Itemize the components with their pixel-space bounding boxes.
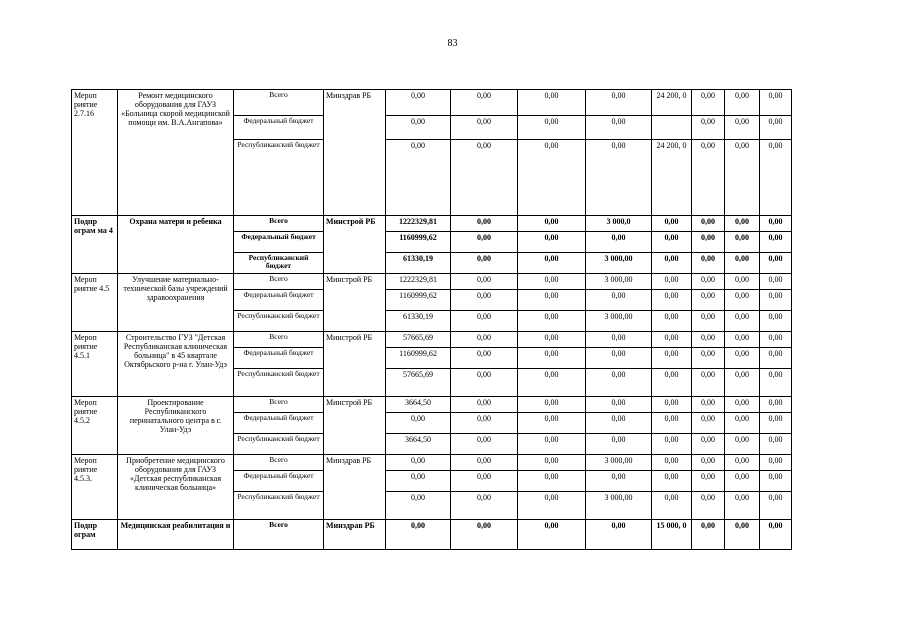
- executor-cell: Минстрой РБ: [324, 216, 386, 274]
- row-id-cell: Мероп риятие 4.5.2: [72, 397, 118, 455]
- value-cell: 0,00: [451, 348, 518, 369]
- value-cell: 0,00: [518, 232, 586, 253]
- value-cell: 0,00: [586, 369, 652, 397]
- value-cell: 0,00: [518, 492, 586, 520]
- value-cell: 0,00: [760, 216, 792, 232]
- value-cell: 61330,19: [386, 311, 451, 332]
- value-cell: 3664,50: [386, 434, 451, 455]
- value-cell: 0,00: [760, 311, 792, 332]
- value-cell: 0,00: [518, 397, 586, 413]
- value-cell: 0,00: [760, 290, 792, 311]
- value-cell: 0,00: [725, 455, 760, 471]
- table-row: [72, 397, 792, 413]
- value-cell: 0,00: [386, 116, 451, 140]
- value-cell: 3 000,00: [586, 455, 652, 471]
- value-cell: 0,00: [386, 492, 451, 520]
- value-cell: 0,00: [692, 290, 725, 311]
- funding-source-cell: Всего: [234, 332, 324, 348]
- funding-source-cell: Всего: [234, 455, 324, 471]
- value-cell: 0,00: [586, 232, 652, 253]
- value-cell: 0,00: [692, 253, 725, 274]
- value-cell: 0,00: [760, 492, 792, 520]
- value-cell: 24 200, 0: [652, 90, 692, 116]
- value-cell: 0,00: [692, 369, 725, 397]
- funding-source-cell: Федеральный бюджет: [234, 116, 324, 140]
- value-cell: 0,00: [451, 397, 518, 413]
- table-row: [72, 520, 792, 550]
- value-cell: 1222329,81: [386, 216, 451, 232]
- value-cell: 0,00: [518, 140, 586, 216]
- value-cell: 0,00: [586, 413, 652, 434]
- row-name-cell: Проектирование Республиканского перинатального центра в г. Улан-Удэ: [118, 397, 234, 455]
- value-cell: 0,00: [586, 116, 652, 140]
- value-cell: 0,00: [692, 455, 725, 471]
- row-id-cell: Мероп риятие 2.7.16: [72, 90, 118, 216]
- value-cell: 0,00: [652, 253, 692, 274]
- value-cell: 15 000, 0: [652, 520, 692, 550]
- value-cell: 0,00: [386, 471, 451, 492]
- value-cell: 0,00: [692, 471, 725, 492]
- value-cell: 0,00: [518, 116, 586, 140]
- executor-cell: Минстрой РБ: [324, 274, 386, 332]
- funding-source-cell: Республиканский бюджет: [234, 369, 324, 397]
- row-id-cell: Подпр ограм: [72, 520, 118, 550]
- value-cell: 0,00: [386, 413, 451, 434]
- funding-source-cell: Федеральный бюджет: [234, 232, 324, 253]
- value-cell: 0,00: [652, 471, 692, 492]
- funding-source-cell: Республиканский бюджет: [234, 140, 324, 216]
- value-cell: 0,00: [725, 140, 760, 216]
- value-cell: 0,00: [725, 290, 760, 311]
- value-cell: 0,00: [518, 311, 586, 332]
- value-cell: 0,00: [652, 216, 692, 232]
- row-name-cell: Охрана матери и ребенка: [118, 216, 234, 274]
- value-cell: 0,00: [692, 520, 725, 550]
- value-cell: 0,00: [652, 332, 692, 348]
- value-cell: 0,00: [586, 332, 652, 348]
- value-cell: 0,00: [725, 397, 760, 413]
- value-cell: 0,00: [692, 413, 725, 434]
- row-id-cell: Мероп риятие 4.5.1: [72, 332, 118, 397]
- value-cell: 57665,69: [386, 369, 451, 397]
- value-cell: 3 000,00: [586, 253, 652, 274]
- value-cell: 1160999,62: [386, 232, 451, 253]
- value-cell: 0,00: [451, 140, 518, 216]
- value-cell: 0,00: [725, 253, 760, 274]
- value-cell: 0,00: [692, 492, 725, 520]
- funding-source-cell: Всего: [234, 216, 324, 232]
- value-cell: 0,00: [386, 140, 451, 216]
- value-cell: 0,00: [725, 274, 760, 290]
- value-cell: 0,00: [586, 290, 652, 311]
- funding-source-cell: Республиканский бюджет: [234, 253, 324, 274]
- value-cell: 0,00: [518, 274, 586, 290]
- value-cell: 0,00: [451, 492, 518, 520]
- value-cell: 1160999,62: [386, 290, 451, 311]
- value-cell: 0,00: [652, 492, 692, 520]
- value-cell: 0,00: [725, 520, 760, 550]
- value-cell: 3664,50: [386, 397, 451, 413]
- value-cell: 0,00: [760, 90, 792, 116]
- row-name-cell: Строительство ГУЗ "Детская Республиканская клиническая больница" в 45 квартале Октябрьского р-на г. Улан-Удэ: [118, 332, 234, 397]
- row-id-cell: Подпр ограм ма 4: [72, 216, 118, 274]
- table-row: [72, 332, 792, 348]
- value-cell: 0,00: [386, 520, 451, 550]
- funding-source-cell: Федеральный бюджет: [234, 348, 324, 369]
- value-cell: 3 000,00: [586, 492, 652, 520]
- value-cell: 0,00: [692, 348, 725, 369]
- value-cell: 0,00: [725, 116, 760, 140]
- value-cell: 0,00: [451, 471, 518, 492]
- funding-source-cell: Всего: [234, 90, 324, 116]
- value-cell: 0,00: [760, 369, 792, 397]
- executor-cell: Минздрав РБ: [324, 90, 386, 216]
- value-cell: 0,00: [760, 434, 792, 455]
- value-cell: 0,00: [451, 311, 518, 332]
- table-row: [72, 216, 792, 232]
- value-cell: 0,00: [760, 232, 792, 253]
- value-cell: [652, 116, 692, 140]
- value-cell: 0,00: [518, 471, 586, 492]
- value-cell: 0,00: [451, 216, 518, 232]
- value-cell: 0,00: [518, 520, 586, 550]
- value-cell: 0,00: [760, 274, 792, 290]
- value-cell: 0,00: [725, 311, 760, 332]
- value-cell: 0,00: [586, 348, 652, 369]
- value-cell: 0,00: [518, 216, 586, 232]
- value-cell: 0,00: [518, 369, 586, 397]
- value-cell: 57665,69: [386, 332, 451, 348]
- value-cell: 1160999,62: [386, 348, 451, 369]
- value-cell: 0,00: [386, 455, 451, 471]
- value-cell: 0,00: [760, 455, 792, 471]
- value-cell: 0,00: [725, 232, 760, 253]
- executor-cell: Минздрав РБ: [324, 455, 386, 520]
- funding-source-cell: Республиканский бюджет: [234, 311, 324, 332]
- value-cell: 0,00: [692, 311, 725, 332]
- value-cell: 0,00: [725, 348, 760, 369]
- page-number: 83: [447, 38, 458, 49]
- value-cell: 0,00: [652, 369, 692, 397]
- value-cell: 0,00: [451, 290, 518, 311]
- value-cell: 0,00: [692, 116, 725, 140]
- value-cell: 3 000,0: [586, 216, 652, 232]
- value-cell: 0,00: [586, 397, 652, 413]
- value-cell: 0,00: [652, 413, 692, 434]
- value-cell: 0,00: [518, 290, 586, 311]
- value-cell: 0,00: [518, 413, 586, 434]
- value-cell: 0,00: [760, 253, 792, 274]
- value-cell: 0,00: [518, 434, 586, 455]
- value-cell: 0,00: [451, 253, 518, 274]
- value-cell: 0,00: [518, 348, 586, 369]
- value-cell: 0,00: [518, 90, 586, 116]
- value-cell: 0,00: [692, 232, 725, 253]
- value-cell: 0,00: [692, 434, 725, 455]
- table-body: [72, 90, 792, 550]
- value-cell: 0,00: [692, 274, 725, 290]
- value-cell: 0,00: [760, 471, 792, 492]
- executor-cell: Минздрав РБ: [324, 520, 386, 550]
- value-cell: 0,00: [652, 434, 692, 455]
- budget-table: [71, 89, 792, 550]
- funding-source-cell: Республиканский бюджет: [234, 434, 324, 455]
- value-cell: 0,00: [725, 90, 760, 116]
- value-cell: 0,00: [692, 90, 725, 116]
- value-cell: 0,00: [692, 332, 725, 348]
- value-cell: 0,00: [760, 332, 792, 348]
- value-cell: 0,00: [451, 455, 518, 471]
- value-cell: 3 000,00: [586, 311, 652, 332]
- value-cell: 0,00: [760, 413, 792, 434]
- value-cell: 0,00: [652, 397, 692, 413]
- value-cell: 0,00: [760, 397, 792, 413]
- value-cell: 0,00: [652, 455, 692, 471]
- value-cell: 0,00: [518, 332, 586, 348]
- funding-source-cell: Федеральный бюджет: [234, 290, 324, 311]
- value-cell: 0,00: [725, 434, 760, 455]
- value-cell: 0,00: [652, 232, 692, 253]
- value-cell: 0,00: [692, 140, 725, 216]
- value-cell: 0,00: [451, 116, 518, 140]
- value-cell: 0,00: [692, 397, 725, 413]
- funding-source-cell: Республиканский бюджет: [234, 492, 324, 520]
- value-cell: 61330,19: [386, 253, 451, 274]
- value-cell: 0,00: [586, 471, 652, 492]
- table-row: [72, 90, 792, 116]
- value-cell: 0,00: [451, 413, 518, 434]
- value-cell: 0,00: [652, 290, 692, 311]
- value-cell: 0,00: [586, 520, 652, 550]
- value-cell: 0,00: [725, 369, 760, 397]
- value-cell: 0,00: [725, 216, 760, 232]
- value-cell: 0,00: [725, 471, 760, 492]
- value-cell: 0,00: [451, 332, 518, 348]
- value-cell: 0,00: [451, 520, 518, 550]
- value-cell: 0,00: [725, 332, 760, 348]
- value-cell: 0,00: [586, 434, 652, 455]
- value-cell: 0,00: [586, 140, 652, 216]
- value-cell: 0,00: [652, 274, 692, 290]
- funding-source-cell: Всего: [234, 274, 324, 290]
- row-name-cell: Ремонт медицинского оборудования для ГАУЗ «Больница скорой медицинской помощи им. В.А.Ангапова»: [118, 90, 234, 216]
- value-cell: 0,00: [586, 90, 652, 116]
- value-cell: 0,00: [451, 434, 518, 455]
- value-cell: 0,00: [518, 455, 586, 471]
- value-cell: 1222329,81: [386, 274, 451, 290]
- table-row: [72, 274, 792, 290]
- row-name-cell: Улучшение материально-технической базы учреждений здравоохранения: [118, 274, 234, 332]
- value-cell: 0,00: [725, 413, 760, 434]
- funding-source-cell: Всего: [234, 520, 324, 550]
- value-cell: 0,00: [518, 253, 586, 274]
- table-row: [72, 455, 792, 471]
- value-cell: 0,00: [725, 492, 760, 520]
- funding-source-cell: Федеральный бюджет: [234, 413, 324, 434]
- funding-source-cell: Всего: [234, 397, 324, 413]
- value-cell: 0,00: [451, 369, 518, 397]
- value-cell: 0,00: [451, 90, 518, 116]
- value-cell: 0,00: [760, 520, 792, 550]
- value-cell: 0,00: [760, 116, 792, 140]
- row-id-cell: Мероп риятие 4.5: [72, 274, 118, 332]
- row-name-cell: Медицинская реабилитация и: [118, 520, 234, 550]
- row-id-cell: Мероп риятие 4.5.3.: [72, 455, 118, 520]
- value-cell: 0,00: [386, 90, 451, 116]
- funding-source-cell: Федеральный бюджет: [234, 471, 324, 492]
- executor-cell: Минстрой РБ: [324, 332, 386, 397]
- value-cell: 0,00: [760, 140, 792, 216]
- value-cell: 3 000,00: [586, 274, 652, 290]
- value-cell: 0,00: [760, 348, 792, 369]
- row-name-cell: Приобретение медицинского оборудования для ГАУЗ «Детская республиканская клиническая больница»: [118, 455, 234, 520]
- value-cell: 0,00: [692, 216, 725, 232]
- executor-cell: Минстрой РБ: [324, 397, 386, 455]
- value-cell: 0,00: [652, 348, 692, 369]
- value-cell: 0,00: [652, 311, 692, 332]
- value-cell: 0,00: [451, 274, 518, 290]
- value-cell: 24 200, 0: [652, 140, 692, 216]
- value-cell: 0,00: [451, 232, 518, 253]
